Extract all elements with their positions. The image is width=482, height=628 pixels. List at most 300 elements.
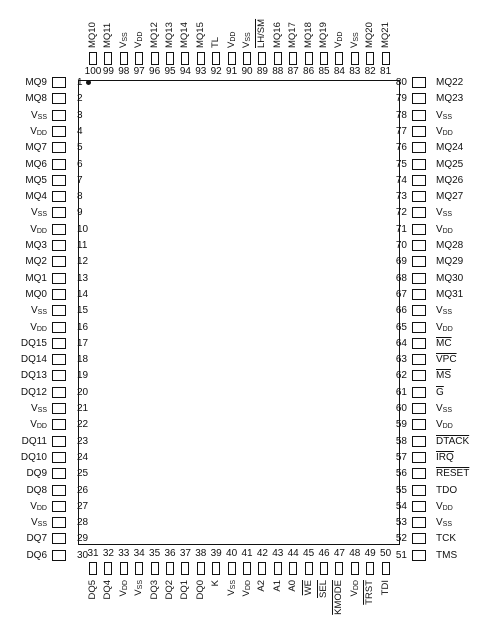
pin-name-92: TL [210,36,222,48]
pin-lead-32 [104,562,112,575]
pin-lead-76 [412,142,426,153]
pin-name-20: DQ12 [20,386,47,398]
pin-number-20: 20 [77,386,89,398]
pin-number-65: 65 [395,321,407,333]
pin-number-96: 96 [149,66,161,77]
pin-name-28: $V_{SS}$ [30,517,47,529]
pin-name-63: $\overline{VPC}$ [436,354,457,366]
pin-number-22: 22 [77,419,89,431]
pin-name-74: MQ26 [436,174,464,186]
pin-lead-29 [52,533,66,544]
pin-lead-9 [52,207,66,218]
pin-number-84: 84 [333,66,345,77]
pin-lead-59 [412,419,426,430]
pin-name-78: $V_{SS}$ [436,109,453,121]
pin-number-40: 40 [226,548,238,559]
pin-number-95: 95 [164,66,176,77]
pin-lead-8 [52,191,66,202]
pin-number-21: 21 [77,403,89,414]
pin-number-99: 99 [102,66,114,77]
pin-lead-47 [335,562,343,575]
pin-number-63: 63 [395,354,407,366]
pin-number-3: 3 [77,109,83,121]
pin-lead-19 [52,370,66,381]
pin-lead-62 [412,370,426,381]
pin-lead-66 [412,305,426,316]
pin-lead-50 [382,562,390,575]
pin-number-91: 91 [226,66,238,77]
pin-name-66: $V_{SS}$ [436,305,453,317]
pin-number-37: 37 [179,548,191,559]
pin-number-92: 92 [210,66,222,77]
pin-lead-89 [258,52,266,65]
pin-name-91: $V_{DD}$ [225,31,237,48]
pin-lead-61 [412,387,426,398]
pin-lead-65 [412,322,426,333]
pin-name-41: $V_{DD}$ [241,580,252,597]
pin-name-40: $V_{SS}$ [225,580,237,596]
pin-lead-99 [104,52,112,65]
pin-name-15: $V_{SS}$ [30,305,47,317]
pin-lead-39 [212,562,220,575]
pin-name-7: MQ5 [25,174,47,186]
pin-name-17: DQ15 [20,337,47,349]
pin-lead-72 [412,207,426,218]
pin-lead-31 [89,562,97,575]
pin-lead-35 [151,562,159,575]
pin-number-59: 59 [395,419,407,431]
pin-name-11: MQ3 [25,240,47,251]
pin-lead-3 [52,110,66,121]
pin-number-8: 8 [77,191,83,203]
pin-name-50: TDI [379,580,391,596]
pin-name-8: MQ4 [25,191,47,203]
pin-lead-10 [52,224,66,235]
pin-lead-16 [52,322,66,333]
pin-name-55: TDO [436,484,458,496]
pin-number-30: 30 [77,549,89,561]
pin-lead-79 [412,93,426,104]
pin-name-93: MQ15 [194,22,206,48]
pin-name-73: MQ27 [436,191,464,203]
pin-lead-27 [52,501,66,512]
pin-number-72: 72 [395,207,407,219]
pin-lead-94 [181,52,189,65]
pin-number-51: 51 [395,549,407,561]
pin-lead-7 [52,175,66,186]
pin-number-68: 68 [395,272,407,284]
pin-number-69: 69 [395,256,407,268]
pin-number-41: 41 [241,548,253,559]
pin-lead-43 [274,562,282,575]
pin-lead-12 [52,256,66,267]
pin-lead-81 [382,52,390,65]
pin-number-14: 14 [77,288,89,300]
pin-number-43: 43 [272,548,284,559]
pin-name-65: $V_{DD}$ [436,321,453,333]
pin-name-47: KMODE [333,580,345,615]
pin-lead-53 [412,517,426,528]
pin-name-36: DQ2 [164,580,175,600]
pin-name-25: DQ9 [26,468,47,480]
pin-name-84: $V_{DD}$ [333,31,345,48]
pin-lead-17 [52,338,66,349]
pin-number-93: 93 [195,66,207,77]
pin-number-16: 16 [77,321,89,333]
pin-lead-84 [335,52,343,65]
pin-name-31: DQ5 [87,580,98,600]
pin-name-58: DTACK [436,435,470,447]
pin-number-74: 74 [395,174,407,186]
pin-lead-38 [197,562,205,575]
pin-lead-33 [120,562,128,575]
pin-lead-85 [320,52,328,65]
pin-name-72: $V_{SS}$ [436,207,453,219]
pin-name-4: $V_{DD}$ [30,125,47,137]
pin-number-88: 88 [272,66,284,77]
pin-number-48: 48 [349,548,361,559]
pin-lead-23 [52,436,66,447]
pin-number-39: 39 [210,548,222,559]
pin-number-19: 19 [77,370,89,382]
pin-lead-41 [243,562,251,575]
pin-lead-51 [412,550,426,561]
pin-name-71: $V_{DD}$ [436,223,453,235]
pin-lead-56 [412,468,426,479]
pin-lead-46 [320,562,328,575]
pin-lead-75 [412,159,426,170]
pin-lead-90 [243,52,251,65]
pin-number-10: 10 [77,223,89,235]
pin-lead-82 [366,52,374,65]
pin-lead-42 [258,562,266,575]
pin-number-9: 9 [77,207,83,219]
pin-lead-97 [135,52,143,65]
pin-number-83: 83 [349,66,361,77]
pin-name-23: DQ11 [21,435,47,447]
pin-name-64: $\overline{MC}$ [436,337,452,349]
pin-number-47: 47 [333,548,345,559]
pin-number-77: 77 [395,125,407,137]
pin-name-16: $V_{DD}$ [30,321,47,333]
pin-name-19: DQ13 [20,370,47,382]
pin-number-13: 13 [77,272,89,284]
pin-number-45: 45 [303,548,315,559]
pin-number-31: 31 [87,548,99,559]
pin-name-59: $V_{DD}$ [436,419,453,431]
pin-name-12: MQ2 [25,256,47,268]
pin-name-69: MQ29 [436,256,464,268]
pin-lead-100 [89,52,97,65]
pin-lead-28 [52,517,66,528]
pin-number-44: 44 [287,548,299,559]
pin-lead-13 [52,273,66,284]
pin-name-82: MQ20 [364,22,376,48]
pin-number-34: 34 [133,548,145,559]
pin-name-43: A1 [271,580,283,592]
pin-name-85: MQ19 [318,22,329,48]
pin-lead-63 [412,354,426,365]
pin-name-48: $V_{DD}$ [348,580,360,597]
pin-number-42: 42 [256,548,268,559]
pin-lead-34 [135,562,143,575]
pin-number-46: 46 [318,548,330,559]
pin-number-1: 1 [77,77,83,88]
pin-lead-4 [52,126,66,137]
pin-name-21: $V_{SS}$ [30,403,47,414]
pin-name-68: MQ30 [436,272,464,284]
pin-lead-83 [351,52,359,65]
pin-lead-88 [274,52,282,65]
pin-number-85: 85 [318,66,330,77]
pin-name-44: A0 [287,580,299,592]
pin-lead-55 [412,485,426,496]
pin-number-28: 28 [77,517,89,529]
pin-name-60: $V_{SS}$ [436,403,453,414]
pin-number-33: 33 [118,548,130,559]
pin-number-49: 49 [364,548,376,559]
pin-lead-49 [366,562,374,575]
pin-name-30: DQ6 [26,549,47,561]
pin-lead-14 [52,289,66,300]
pin-lead-64 [412,338,426,349]
pin-name-83: $V_{SS}$ [348,32,360,48]
pin-number-11: 11 [77,240,88,251]
pin-number-64: 64 [395,337,407,349]
pin-number-89: 89 [256,66,268,77]
pin-number-2: 2 [77,93,83,105]
pin-number-62: 62 [395,370,407,382]
pin-number-71: 71 [395,223,407,235]
pin-number-86: 86 [303,66,315,77]
pin-number-12: 12 [77,256,89,268]
pin-name-77: $V_{DD}$ [436,125,453,137]
pin-number-90: 90 [241,66,253,77]
pin-number-38: 38 [195,548,207,559]
pin-lead-91 [228,52,236,65]
pin-lead-92 [212,52,220,65]
pin-name-29: DQ7 [26,533,47,545]
pin-lead-95 [166,52,174,65]
pin-number-97: 97 [133,66,145,77]
ic-package-body [78,80,400,545]
pin-name-42: A2 [256,580,268,592]
pin-name-95: MQ13 [164,22,175,48]
pin-name-34: $V_{SS}$ [133,580,145,596]
pin-name-13: MQ1 [25,272,47,284]
pin-number-76: 76 [395,142,407,154]
pin-name-3: $V_{SS}$ [30,109,47,121]
pin-name-9: $V_{SS}$ [30,207,47,219]
pin-name-97: $V_{DD}$ [133,31,145,48]
pin-name-37: DQ1 [179,580,191,600]
pin-number-60: 60 [395,403,407,414]
pin-name-5: MQ7 [25,142,47,154]
pin-name-81: MQ21 [379,22,391,48]
pin-name-98: $V_{SS}$ [117,32,129,48]
pin-name-90: $V_{SS}$ [241,32,252,48]
pin-name-26: DQ8 [26,484,47,496]
pin-name-80: MQ22 [436,77,464,88]
pin-number-35: 35 [149,548,161,559]
pin-lead-44 [289,562,297,575]
pin-name-51: TMS [436,549,458,561]
pin-lead-57 [412,452,426,463]
pin-name-27: $V_{DD}$ [30,500,47,512]
pin-lead-5 [52,142,66,153]
pin-number-87: 87 [287,66,299,77]
pin-lead-18 [52,354,66,365]
pin-name-52: TCK [436,533,456,545]
pin-number-29: 29 [77,533,89,545]
pin-lead-2 [52,93,66,104]
pin-lead-67 [412,289,426,300]
pin-number-98: 98 [118,66,130,77]
pin1-indicator-dot [86,80,91,85]
pin-lead-24 [52,452,66,463]
pin-lead-26 [52,485,66,496]
pin-name-24: DQ10 [20,451,47,463]
pin-lead-15 [52,305,66,316]
pin-number-66: 66 [395,305,407,317]
pin-number-61: 61 [395,386,407,398]
pin-name-94: MQ14 [179,22,191,48]
pin-number-75: 75 [395,158,407,170]
pin-name-88: MQ16 [271,22,283,48]
pin-lead-1 [52,77,66,88]
pin-number-81: 81 [380,66,392,77]
pin-number-50: 50 [380,548,392,559]
pin-name-54: $V_{DD}$ [436,500,453,512]
pin-name-57: $\overline{IRQ}$ [436,451,454,463]
pin-number-78: 78 [395,109,407,121]
pin-name-96: MQ12 [148,22,160,48]
pin-number-5: 5 [77,142,83,154]
pin-name-1: MQ9 [25,77,47,88]
pin-lead-54 [412,501,426,512]
pin-name-61: $\overline{G}$ [436,386,444,398]
pin-name-67: MQ31 [436,288,464,300]
pin-number-70: 70 [395,240,407,251]
pin-number-67: 67 [395,288,407,300]
pin-number-53: 53 [395,517,407,529]
pin-lead-93 [197,52,205,65]
pin-number-100: 100 [84,66,102,77]
pin-name-18: DQ14 [20,354,47,366]
pin-number-73: 73 [395,191,407,203]
pin-name-100: MQ10 [87,22,98,48]
pin-number-4: 4 [77,125,83,137]
pin-lead-73 [412,191,426,202]
pin-lead-36 [166,562,174,575]
pin-lead-20 [52,387,66,398]
pin-name-22: $V_{DD}$ [30,419,47,431]
pin-number-25: 25 [77,468,89,480]
pin-name-46: $\overline{SEL}$ [318,580,329,598]
pin-number-6: 6 [77,158,83,170]
pin-number-58: 58 [395,435,407,447]
pin-lead-22 [52,419,66,430]
pin-lead-69 [412,256,426,267]
pin-lead-71 [412,224,426,235]
pin-lead-11 [52,240,66,251]
pin-name-10: $V_{DD}$ [30,223,47,235]
pin-lead-98 [120,52,128,65]
pin-number-7: 7 [77,174,83,186]
pin-name-70: MQ28 [436,240,464,251]
pin-name-76: MQ24 [436,142,464,154]
pin-name-33: $V_{DD}$ [117,580,129,597]
pin-name-79: MQ23 [436,93,464,105]
pin-number-36: 36 [164,548,176,559]
pin-name-53: $V_{SS}$ [436,517,453,529]
pin-lead-77 [412,126,426,137]
pin-number-54: 54 [395,500,407,512]
pin-lead-21 [52,403,66,414]
pin-number-18: 18 [77,354,89,366]
pin-name-62: $\overline{MS}$ [436,370,451,382]
pin-lead-40 [228,562,236,575]
pin-name-86: MQ18 [302,22,314,48]
pin-name-56: RESET [436,468,470,480]
pin-name-38: DQ0 [194,580,206,600]
pin-name-2: MQ8 [25,93,47,105]
pin-number-27: 27 [77,500,89,512]
pin-lead-87 [289,52,297,65]
pin-number-94: 94 [179,66,191,77]
pin-number-56: 56 [395,468,407,480]
pin-number-32: 32 [102,548,114,559]
pin-number-52: 52 [395,533,407,545]
pin-name-6: MQ6 [25,158,47,170]
pin-name-49: TRST [364,580,376,605]
pin-name-75: MQ25 [436,158,464,170]
pin-number-26: 26 [77,484,89,496]
pin-lead-37 [181,562,189,575]
pin-name-35: DQ3 [148,580,160,600]
pin-number-79: 79 [395,93,407,105]
pin-lead-78 [412,110,426,121]
pin-lead-70 [412,240,426,251]
pin-name-14: MQ0 [25,288,47,300]
pin-name-99: MQ11 [102,22,114,48]
pin-lead-58 [412,436,426,447]
pin-name-32: DQ4 [102,580,114,600]
pin-name-39: K [210,580,222,587]
pin-number-17: 17 [77,337,89,349]
pin-lead-74 [412,175,426,186]
pin-name-89: LH/SM [256,18,268,48]
pin-lead-25 [52,468,66,479]
pin-number-82: 82 [364,66,376,77]
pin-lead-60 [412,403,426,414]
pin-lead-45 [305,562,313,575]
pin-lead-86 [305,52,313,65]
pin-lead-80 [412,77,426,88]
pin-number-80: 80 [395,77,407,88]
pin-number-15: 15 [77,305,89,317]
pin-lead-30 [52,550,66,561]
pin-lead-52 [412,533,426,544]
pin-number-55: 55 [395,484,407,496]
pin-name-87: MQ17 [287,22,299,48]
pin-number-24: 24 [77,451,89,463]
pin-lead-6 [52,159,66,170]
pin-lead-48 [351,562,359,575]
pin-number-23: 23 [77,435,89,447]
pin-name-45: $\overline{WE}$ [302,580,314,596]
pin-lead-96 [151,52,159,65]
